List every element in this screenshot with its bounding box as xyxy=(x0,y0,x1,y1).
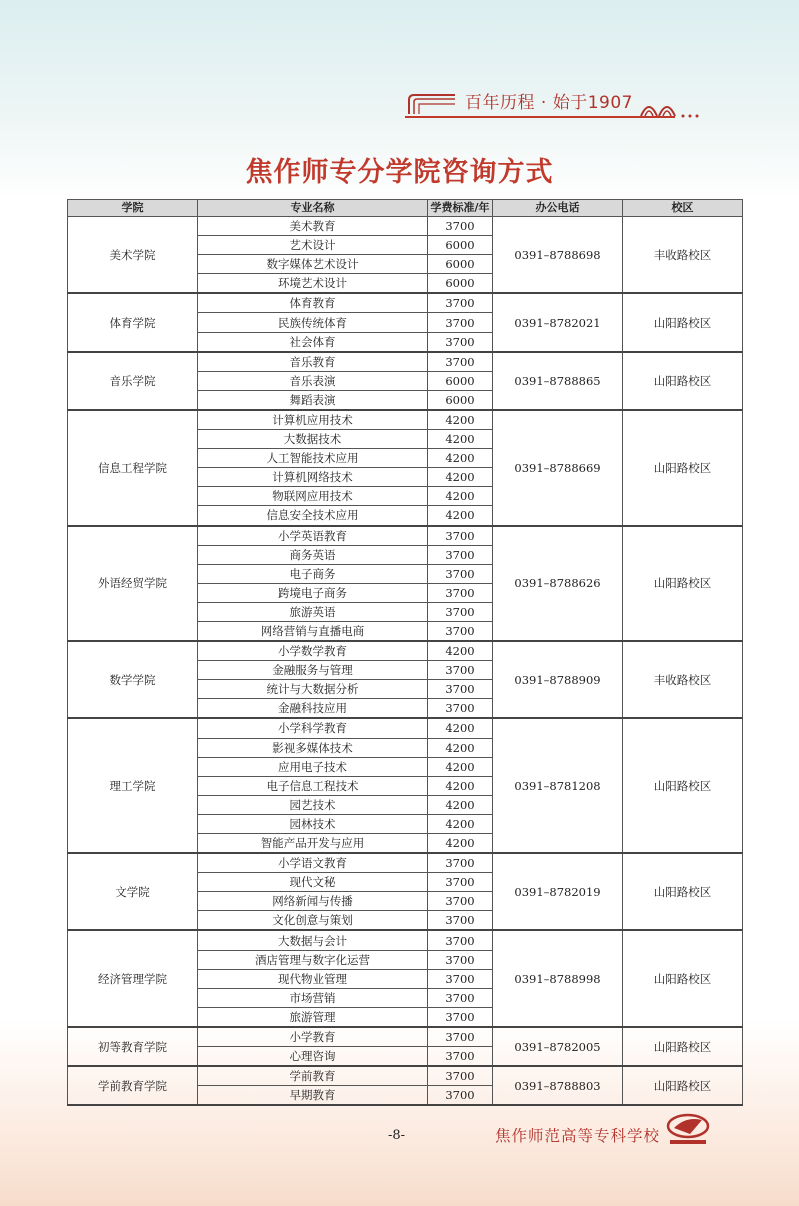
tuition-fee: 4200 xyxy=(428,738,493,757)
major-name: 艺术设计 xyxy=(198,236,428,255)
major-name: 信息安全技术应用 xyxy=(198,506,428,526)
tuition-fee: 3700 xyxy=(428,583,493,602)
major-name: 民族传统体育 xyxy=(198,313,428,332)
major-name: 现代物业管理 xyxy=(198,969,428,988)
table-row xyxy=(68,930,743,950)
column-header: 学费标准/年 xyxy=(428,200,493,217)
campus-name: 山阳路校区 xyxy=(623,718,743,853)
tuition-fee: 3700 xyxy=(428,930,493,950)
tuition-fee: 4200 xyxy=(428,487,493,506)
school-logo-icon xyxy=(664,1112,712,1148)
campus-name: 山阳路校区 xyxy=(623,1027,743,1066)
office-phone: 0391–8781208 xyxy=(493,718,623,853)
major-name: 小学教育 xyxy=(198,1027,428,1047)
table-header-row xyxy=(68,200,743,217)
major-name: 小学数学教育 xyxy=(198,641,428,661)
major-name: 大数据技术 xyxy=(198,430,428,449)
office-phone: 0391–8782021 xyxy=(493,293,623,351)
major-name: 智能产品开发与应用 xyxy=(198,834,428,854)
column-header: 校区 xyxy=(623,200,743,217)
scroll-ornament-icon xyxy=(405,92,461,118)
tuition-fee: 3700 xyxy=(428,1086,493,1106)
major-name: 应用电子技术 xyxy=(198,757,428,776)
tuition-fee: 3700 xyxy=(428,332,493,352)
major-name: 网络营销与直播电商 xyxy=(198,621,428,641)
major-name: 金融科技应用 xyxy=(198,699,428,719)
tuition-fee: 3700 xyxy=(428,293,493,313)
major-name: 数字媒体艺术设计 xyxy=(198,255,428,274)
major-name: 文化创意与策划 xyxy=(198,911,428,931)
tuition-fee: 4200 xyxy=(428,430,493,449)
campus-name: 丰收路校区 xyxy=(623,641,743,718)
footer-school-name: 焦作师范高等专科学校 xyxy=(495,1127,661,1145)
office-phone: 0391–8788909 xyxy=(493,641,623,718)
tuition-fee: 6000 xyxy=(428,236,493,255)
tuition-fee: 3700 xyxy=(428,352,493,372)
major-name: 音乐教育 xyxy=(198,352,428,372)
page-number: -8- xyxy=(388,1128,406,1143)
college-name: 数学学院 xyxy=(68,641,198,718)
tuition-fee: 4200 xyxy=(428,776,493,795)
tuition-fee: 4200 xyxy=(428,795,493,814)
major-name: 美术教育 xyxy=(198,217,428,236)
college-name: 文学院 xyxy=(68,853,198,930)
tuition-fee: 4200 xyxy=(428,410,493,430)
major-name: 小学科学教育 xyxy=(198,718,428,738)
major-name: 园林技术 xyxy=(198,814,428,833)
tuition-fee: 3700 xyxy=(428,1047,493,1067)
tuition-fee: 3700 xyxy=(428,621,493,641)
tuition-fee: 3700 xyxy=(428,313,493,332)
major-name: 环境艺术设计 xyxy=(198,274,428,294)
table-row xyxy=(68,718,743,738)
header-motto xyxy=(405,86,705,126)
tuition-fee: 3700 xyxy=(428,1007,493,1027)
campus-name: 丰收路校区 xyxy=(623,217,743,294)
tuition-fee: 3700 xyxy=(428,950,493,969)
college-name: 体育学院 xyxy=(68,293,198,351)
table-row xyxy=(68,1066,743,1086)
motto-underline xyxy=(405,116,675,118)
tuition-fee: 3700 xyxy=(428,680,493,699)
table-row xyxy=(68,293,743,313)
table-row xyxy=(68,641,743,661)
major-name: 电子信息工程技术 xyxy=(198,776,428,795)
tuition-fee: 4200 xyxy=(428,757,493,776)
college-name: 外语经贸学院 xyxy=(68,526,198,642)
major-name: 物联网应用技术 xyxy=(198,487,428,506)
college-name: 美术学院 xyxy=(68,217,198,294)
college-name: 初等教育学院 xyxy=(68,1027,198,1066)
tuition-fee: 3700 xyxy=(428,911,493,931)
major-name: 酒店管理与数字化运营 xyxy=(198,950,428,969)
tuition-fee: 3700 xyxy=(428,969,493,988)
major-name: 早期教育 xyxy=(198,1086,428,1106)
tuition-fee: 3700 xyxy=(428,526,493,546)
tuition-fee: 3700 xyxy=(428,873,493,892)
office-phone: 0391–8788698 xyxy=(493,217,623,294)
tuition-fee: 3700 xyxy=(428,892,493,911)
office-phone: 0391–8788803 xyxy=(493,1066,623,1105)
major-name: 学前教育 xyxy=(198,1066,428,1086)
major-name: 跨境电子商务 xyxy=(198,583,428,602)
tuition-fee: 6000 xyxy=(428,274,493,294)
major-name: 社会体育 xyxy=(198,332,428,352)
campus-name: 山阳路校区 xyxy=(623,853,743,930)
tuition-fee: 4200 xyxy=(428,449,493,468)
college-contact-table xyxy=(67,199,743,1106)
table-row xyxy=(68,352,743,372)
major-name: 计算机网络技术 xyxy=(198,468,428,487)
major-name: 旅游管理 xyxy=(198,1007,428,1027)
major-name: 心理咨询 xyxy=(198,1047,428,1067)
campus-name: 山阳路校区 xyxy=(623,293,743,351)
tuition-fee: 3700 xyxy=(428,988,493,1007)
tuition-fee: 3700 xyxy=(428,699,493,719)
major-name: 大数据与会计 xyxy=(198,930,428,950)
tuition-fee: 6000 xyxy=(428,390,493,410)
major-name: 小学英语教育 xyxy=(198,526,428,546)
motto-text: 百年历程 · 始于1907 xyxy=(465,93,633,113)
major-name: 现代文秘 xyxy=(198,873,428,892)
major-name: 商务英语 xyxy=(198,545,428,564)
major-name: 网络新闻与传播 xyxy=(198,892,428,911)
major-name: 体育教育 xyxy=(198,293,428,313)
major-name: 市场营销 xyxy=(198,988,428,1007)
tuition-fee: 4200 xyxy=(428,834,493,854)
office-phone: 0391–8788669 xyxy=(493,410,623,526)
tuition-fee: 3700 xyxy=(428,602,493,621)
major-name: 音乐表演 xyxy=(198,371,428,390)
major-name: 统计与大数据分析 xyxy=(198,680,428,699)
major-name: 影视多媒体技术 xyxy=(198,738,428,757)
office-phone: 0391–8788865 xyxy=(493,352,623,410)
tuition-fee: 4200 xyxy=(428,814,493,833)
table-body xyxy=(68,217,743,1106)
major-name: 金融服务与管理 xyxy=(198,661,428,680)
office-phone: 0391–8788626 xyxy=(493,526,623,642)
major-name: 园艺技术 xyxy=(198,795,428,814)
tuition-fee: 4200 xyxy=(428,468,493,487)
major-name: 小学语文教育 xyxy=(198,853,428,873)
tuition-fee: 3700 xyxy=(428,545,493,564)
table-row xyxy=(68,410,743,430)
campus-name: 山阳路校区 xyxy=(623,526,743,642)
tuition-fee: 3700 xyxy=(428,661,493,680)
tuition-fee: 4200 xyxy=(428,506,493,526)
tuition-fee: 3700 xyxy=(428,1027,493,1047)
tuition-fee: 3700 xyxy=(428,217,493,236)
tuition-fee: 6000 xyxy=(428,255,493,274)
table-row xyxy=(68,526,743,546)
tuition-fee: 4200 xyxy=(428,718,493,738)
college-name: 音乐学院 xyxy=(68,352,198,410)
tuition-fee: 3700 xyxy=(428,564,493,583)
college-name: 经济管理学院 xyxy=(68,930,198,1026)
page-title: 焦作师专分学院咨询方式 xyxy=(245,157,554,188)
college-name: 信息工程学院 xyxy=(68,410,198,526)
major-name: 人工智能技术应用 xyxy=(198,449,428,468)
office-phone: 0391–8782005 xyxy=(493,1027,623,1066)
table-row xyxy=(68,217,743,236)
campus-name: 山阳路校区 xyxy=(623,410,743,526)
tuition-fee: 4200 xyxy=(428,641,493,661)
tuition-fee: 3700 xyxy=(428,1066,493,1086)
column-header: 专业名称 xyxy=(198,200,428,217)
tuition-fee: 6000 xyxy=(428,371,493,390)
campus-name: 山阳路校区 xyxy=(623,1066,743,1105)
table-row xyxy=(68,853,743,873)
table-row xyxy=(68,1027,743,1047)
college-name: 学前教育学院 xyxy=(68,1066,198,1105)
tuition-fee: 3700 xyxy=(428,853,493,873)
major-name: 计算机应用技术 xyxy=(198,410,428,430)
major-name: 舞蹈表演 xyxy=(198,390,428,410)
column-header: 学院 xyxy=(68,200,198,217)
major-name: 电子商务 xyxy=(198,564,428,583)
campus-name: 山阳路校区 xyxy=(623,930,743,1026)
campus-name: 山阳路校区 xyxy=(623,352,743,410)
office-phone: 0391–8788998 xyxy=(493,930,623,1026)
column-header: 办公电话 xyxy=(493,200,623,217)
office-phone: 0391–8782019 xyxy=(493,853,623,930)
major-name: 旅游英语 xyxy=(198,602,428,621)
wave-ornament-icon xyxy=(639,96,701,120)
college-name: 理工学院 xyxy=(68,718,198,853)
